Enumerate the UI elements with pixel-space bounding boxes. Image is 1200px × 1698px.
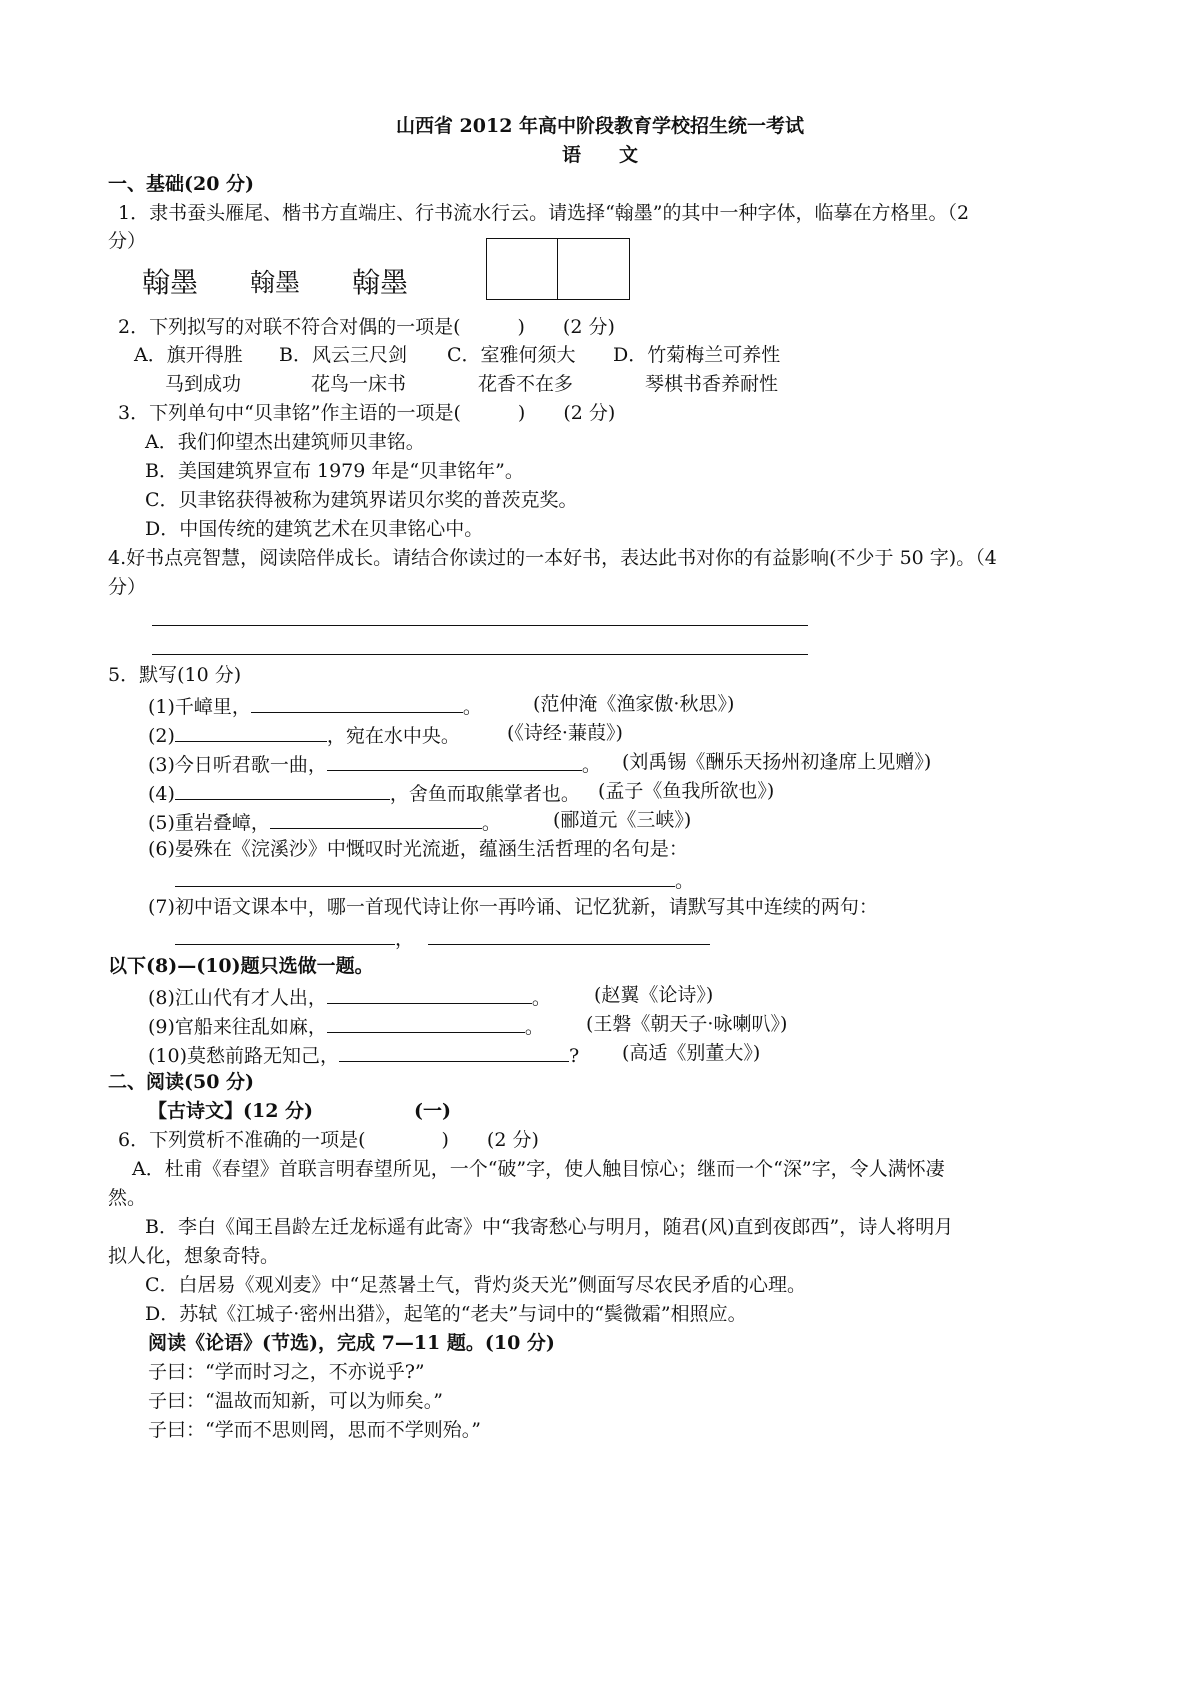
q2-option-d-lower: 琴棋书香养耐性: [645, 373, 779, 395]
q5-item4-num: (4): [148, 783, 175, 805]
q5-item3-source: (刘禹锡《酬乐天扬州初逢席上见赠》): [622, 751, 932, 773]
q5-item1-source: (范仲淹《渔家傲·秋思》): [533, 693, 735, 715]
q5-item3-text: (3)今日听君歌一曲，: [148, 754, 327, 776]
q2-option-c-upper: C．室雅何须大: [447, 344, 576, 366]
q5-item1-blank[interactable]: [251, 692, 463, 713]
copy-grid[interactable]: [486, 238, 630, 300]
section2-sub-header: 【古诗文】(12 分): [148, 1100, 314, 1122]
q4-answer-line-2[interactable]: [152, 654, 808, 655]
q5-item10-source: (高适《别董大》): [622, 1042, 761, 1064]
q5-item10-end: ?: [569, 1045, 580, 1067]
q2-option-b-upper: B．风云三尺剑: [279, 344, 407, 366]
copy-grid-divider: [557, 239, 558, 299]
q6-option-a-line1: A．杜甫《春望》首联言明春望所见，一个“破”字，使人触目惊心；继而一个“深”字，令人满怀凄: [132, 1158, 945, 1180]
q5-item10: [148, 1041, 579, 1068]
section2-header: 二、阅读(50 分): [108, 1071, 255, 1093]
q5-item1: [148, 692, 482, 719]
q4-line1: 4.好书点亮智慧，阅读陪伴成长。请结合你读过的一本好书，表达此书对你的有益影响(不少于 50 字)。（4: [108, 547, 997, 569]
q5-item5-text: (5)重岩叠嶂，: [148, 812, 270, 834]
q6-option-c: C．白居易《观刈麦》中“足蒸暑土气，背灼炎天光”侧面写尽农民矛盾的心理。: [145, 1274, 806, 1296]
q5-item7-blank-2[interactable]: [428, 924, 710, 945]
q5-item2-source: (《诗经·蒹葭》): [507, 722, 623, 744]
q6-option-a-line2: 然。: [108, 1187, 147, 1209]
q5-item2: [148, 721, 460, 748]
q2-option-a-lower: 马到成功: [165, 373, 242, 395]
q5-item5-blank[interactable]: [270, 808, 482, 829]
q5-item10-text: (10)莫愁前路无知己，: [148, 1045, 340, 1067]
q3-option-c: C．贝聿铭获得被称为建筑界诺贝尔奖的普茨克奖。: [145, 489, 578, 511]
q5-item7-answer: [175, 924, 710, 951]
lunyu-line-3: 子曰：“学而不思则罔，思而不学则殆。”: [148, 1419, 481, 1441]
q5-item2-text: ，宛在水中央。: [326, 725, 460, 747]
q5-item8-source: (赵翼《论诗》): [594, 984, 714, 1006]
q5-item9-end: 。: [524, 1016, 544, 1038]
q5-item4-blank[interactable]: [175, 779, 390, 800]
subject-title: 语 文: [561, 144, 638, 166]
q5-item8-blank[interactable]: [327, 983, 532, 1004]
q1-line2: 分）: [108, 230, 147, 252]
q2-option-c-lower: 花香不在多: [478, 373, 574, 395]
q4-answer-line-1[interactable]: [152, 625, 808, 626]
q3-stem: 3．下列单句中“贝聿铭”作主语的一项是( ) (2 分): [118, 402, 616, 424]
q5-item4-text: ，舍鱼而取熊掌者也。: [389, 783, 580, 805]
lunyu-line-2: 子曰：“温故而知新，可以为师矣。”: [148, 1390, 443, 1412]
exam-title: 山西省 2012 年高中阶段教育学校招生统一考试: [395, 115, 805, 137]
q2-option-a-upper: A．旗开得胜: [134, 344, 243, 366]
q5-item7: (7)初中语文课本中，哪一首现代诗让你一再吟诵、记忆犹新，请默写其中连续的两句：: [148, 896, 878, 918]
q3-option-d: D．中国传统的建筑艺术在贝聿铭心中。: [145, 518, 484, 540]
q2-option-b-lower: 花鸟一床书: [311, 373, 407, 395]
section1-header: 一、基础(20 分): [108, 173, 255, 195]
q5-item1-end: 。: [462, 696, 482, 718]
q5-item6-blank[interactable]: [175, 866, 675, 887]
q5-item9: [148, 1012, 544, 1039]
q2-stem: 2．下列拟写的对联不符合对偶的一项是( ) (2 分): [118, 316, 615, 338]
q5-item2-num: (2): [148, 725, 175, 747]
q5-item6-answer: [175, 866, 694, 893]
q5-choose-note: 以下(8)—(10)题只选做一题。: [108, 955, 374, 977]
calligraphy-sample-xingshu: 翰墨: [352, 266, 409, 299]
q5-item1-text: (1)千嶂里，: [148, 696, 251, 718]
calligraphy-sample-lishu: 翰墨: [142, 266, 199, 299]
q3-option-a: A．我们仰望杰出建筑师贝聿铭。: [145, 431, 425, 453]
q5-item8: [148, 983, 551, 1010]
lunyu-line-1: 子曰：“学而时习之，不亦说乎?”: [148, 1361, 425, 1383]
q5-item7-comma: ，: [395, 928, 415, 950]
q5-item6: (6)晏殊在《浣溪沙》中慨叹时光流逝，蕴涵生活哲理的名句是：: [148, 838, 688, 860]
q5-item7-blank-1[interactable]: [175, 924, 395, 945]
q6-option-d: D．苏轼《江城子·密州出猎》，起笔的“老夫”与词中的“鬓微霜”相照应。: [145, 1303, 747, 1325]
q5-item10-blank[interactable]: [339, 1041, 569, 1062]
q2-option-d-upper: D．竹菊梅兰可养性: [613, 344, 781, 366]
q5-item3: [148, 750, 601, 777]
q5-item6-end: 。: [675, 870, 695, 892]
q5-item4-source: (孟子《鱼我所欲也》): [598, 780, 775, 802]
calligraphy-sample-kaishu: 翰墨: [250, 268, 301, 297]
q3-option-b: B．美国建筑界宣布 1979 年是“贝聿铭年”。: [145, 460, 524, 482]
q5-item4: [148, 779, 580, 806]
q5-item5-end: 。: [481, 812, 501, 834]
q6-stem: 6．下列赏析不准确的一项是( ) (2 分): [118, 1129, 539, 1151]
q5-item9-text: (9)官船来往乱如麻，: [148, 1016, 327, 1038]
section2-part-number: (一): [414, 1100, 451, 1122]
q5-item9-source: (王磐《朝天子·咏喇叭》): [586, 1013, 788, 1035]
q5-item9-blank[interactable]: [327, 1012, 525, 1033]
q5-item8-text: (8)江山代有才人出，: [148, 987, 327, 1009]
q5-header: 5．默写(10 分): [108, 664, 242, 686]
lunyu-header: 阅读《论语》(节选)，完成 7—11 题。(10 分): [148, 1332, 555, 1354]
q1-line1: 1．隶书蚕头雁尾、楷书方直端庄、行书流水行云。请选择“翰墨”的其中一种字体，临摹在方格里。（2: [118, 202, 970, 224]
q6-option-b-line1: B．李白《闻王昌龄左迁龙标遥有此寄》中“我寄愁心与明月，随君(风)直到夜郎西”，诗人将明月: [145, 1216, 954, 1238]
q5-item5: [148, 808, 501, 835]
q5-item3-blank[interactable]: [327, 750, 582, 771]
q4-line2: 分）: [108, 576, 147, 598]
q5-item5-source: (郦道元《三峡》): [553, 809, 692, 831]
q5-item8-end: 。: [531, 987, 551, 1009]
q6-option-b-line2: 拟人化，想象奇特。: [108, 1245, 280, 1267]
q5-item3-end: 。: [581, 754, 601, 776]
q5-item2-blank[interactable]: [175, 721, 327, 742]
